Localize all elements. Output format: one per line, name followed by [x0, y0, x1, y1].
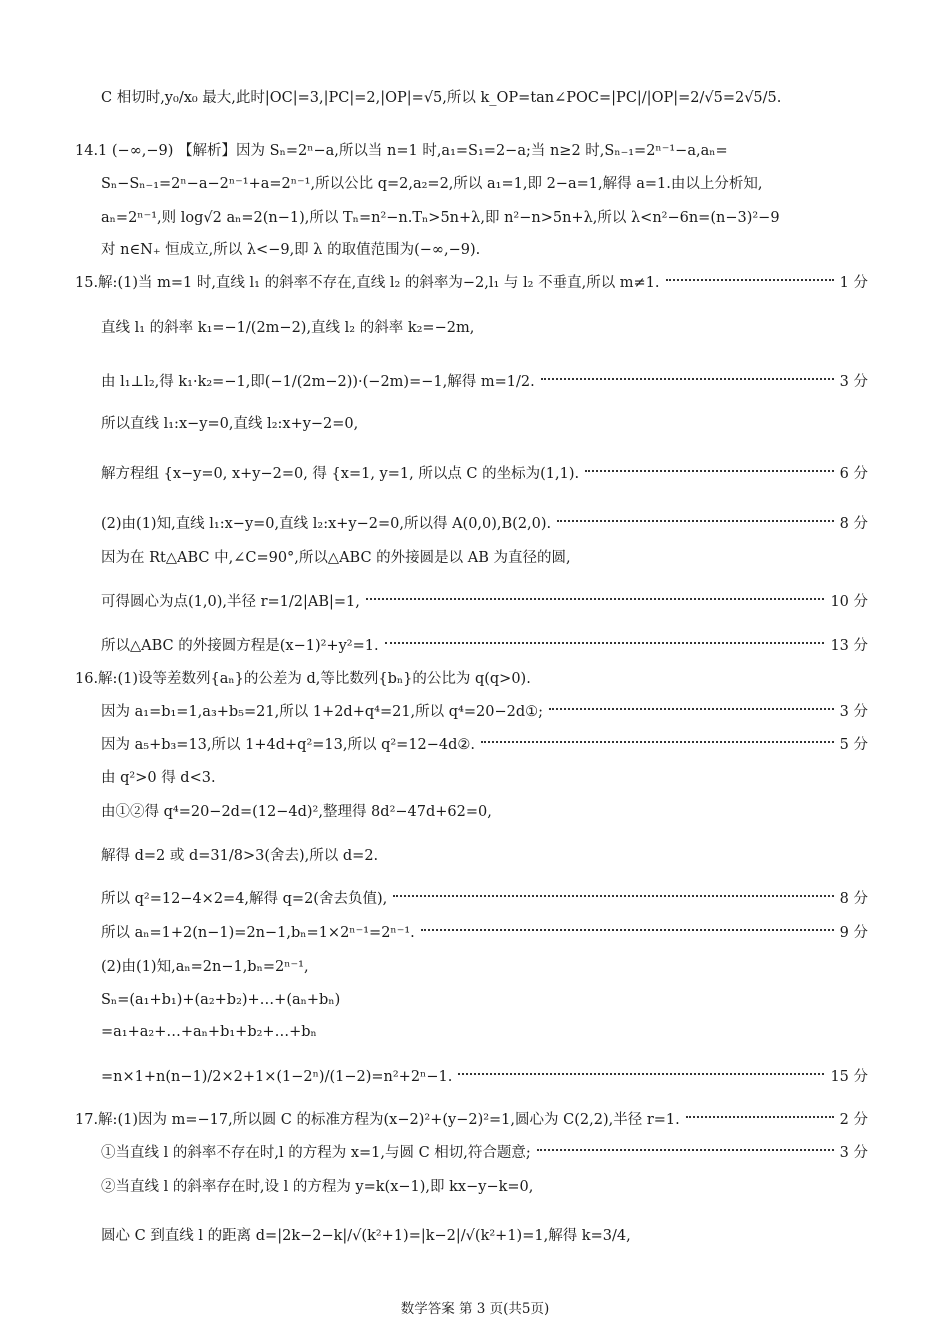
problem-17-line — [75, 1110, 868, 1130]
text-line — [101, 889, 868, 909]
line-text: 解方程组 {x−y=0, x+y−2=0, 得 {x=1, y=1, 所以点 C 的坐标为(1,1). — [101, 466, 580, 482]
score-mark: 10 分 — [830, 594, 868, 610]
score-mark: 3 分 — [839, 1145, 868, 1161]
score-mark: 3 分 — [839, 704, 868, 720]
text-line — [101, 923, 868, 943]
text-line: 由 q²>0 得 d<3. — [101, 770, 216, 786]
dot-leader — [366, 598, 825, 600]
dot-leader — [666, 279, 834, 281]
line-text: 17.解:(1)因为 m=−17,所以圆 C 的标准方程为(x−2)²+(y−2)²=1,圆心为 C(2,2),半径 r=1. — [75, 1112, 680, 1128]
text-line — [101, 735, 868, 755]
dot-leader — [686, 1116, 834, 1118]
text-line — [101, 1143, 868, 1163]
score-mark: 3 分 — [839, 374, 868, 390]
text-line — [101, 1067, 868, 1087]
text-line: 由①②得 q⁴=20−2d=(12−4d)²,整理得 8d²−47d+62=0, — [101, 804, 492, 820]
text-line: =a₁+a₂+…+aₙ+b₁+b₂+…+bₙ — [101, 1024, 317, 1040]
dot-leader — [537, 1149, 834, 1151]
text-line: aₙ=2ⁿ⁻¹,则 log√2 aₙ=2(n−1),所以 Tₙ=n²−n.Tₙ>5n+λ,即 n²−n>5n+λ,所以 λ<n²−6n=(n−3)²−9 — [101, 210, 780, 226]
line-text: 所以△ABC 的外接圆方程是(x−1)²+y²=1. — [101, 638, 379, 654]
score-mark: 13 分 — [830, 638, 868, 654]
score-mark: 1 分 — [839, 275, 868, 291]
dot-leader — [393, 895, 833, 897]
dot-leader — [458, 1073, 824, 1075]
text-line: 解得 d=2 或 d=31/8>3(舍去),所以 d=2. — [101, 848, 379, 864]
text-line — [101, 592, 868, 612]
score-mark: 8 分 — [839, 891, 868, 907]
line-text: =n×1+n(n−1)/2×2+1×(1−2ⁿ)/(1−2)=n²+2ⁿ−1. — [101, 1069, 453, 1085]
problem-15-line — [75, 273, 868, 293]
text-line — [101, 372, 868, 392]
line-text: 所以 q²=12−4×2=4,解得 q=2(舍去负值), — [101, 891, 388, 907]
line-text: 15.解:(1)当 m=1 时,直线 l₁ 的斜率不存在,直线 l₂ 的斜率为−2,l₁ 与 l₂ 不垂直,所以 m≠1. — [75, 275, 660, 291]
text-line: 对 n∈N₊ 恒成立,所以 λ<−9,即 λ 的取值范围为(−∞,−9). — [101, 242, 481, 258]
dot-leader — [549, 708, 834, 710]
score-mark: 6 分 — [839, 466, 868, 482]
line-text: ①当直线 l 的斜率不存在时,l 的方程为 x=1,与圆 C 相切,符合题意; — [101, 1145, 531, 1161]
text-line: Sₙ−Sₙ₋₁=2ⁿ−a−2ⁿ⁻¹+a=2ⁿ⁻¹,所以公比 q=2,a₂=2,所以 a₁=1,即 2−a=1,解得 a=1.由以上分析知, — [101, 176, 763, 192]
text-line: 直线 l₁ 的斜率 k₁=−1/(2m−2),直线 l₂ 的斜率 k₂=−2m, — [101, 320, 475, 336]
line-text: 因为 a₅+b₃=13,所以 1+4d+q²=13,所以 q²=12−4d②. — [101, 737, 476, 753]
text-line: 因为在 Rt△ABC 中,∠C=90°,所以△ABC 的外接圆是以 AB 为直径的圆, — [101, 550, 571, 566]
score-mark: 5 分 — [839, 737, 868, 753]
dot-leader — [541, 378, 834, 380]
dot-leader — [481, 741, 834, 743]
text-line: Sₙ=(a₁+b₁)+(a₂+b₂)+…+(aₙ+bₙ) — [101, 992, 341, 1008]
text-line — [101, 464, 868, 484]
page-footer: 数学答案 第 3 页(共5页) — [400, 1301, 550, 1317]
problem-14-line: 14.1 (−∞,−9) 【解析】因为 Sₙ=2ⁿ−a,所以当 n=1 时,a₁=S₁=2−a;当 n≥2 时,Sₙ₋₁=2ⁿ⁻¹−a,aₙ= — [75, 143, 728, 159]
line-text: 所以 aₙ=1+2(n−1)=2n−1,bₙ=1×2ⁿ⁻¹=2ⁿ⁻¹. — [101, 925, 415, 941]
text-line: 圆心 C 到直线 l 的距离 d=|2k−2−k|/√(k²+1)=|k−2|/√(k²+1)=1,解得 k=3/4, — [101, 1228, 631, 1244]
score-mark: 9 分 — [839, 925, 868, 941]
text-line: 所以直线 l₁:x−y=0,直线 l₂:x+y−2=0, — [101, 416, 359, 432]
score-mark: 15 分 — [830, 1069, 868, 1085]
line-text: 可得圆心为点(1,0),半径 r=1/2|AB|=1, — [101, 594, 360, 610]
dot-leader — [557, 520, 833, 522]
text-line: (2)由(1)知,aₙ=2n−1,bₙ=2ⁿ⁻¹, — [101, 959, 309, 975]
dot-leader — [421, 929, 834, 931]
dot-leader — [585, 470, 834, 472]
score-mark: 8 分 — [839, 516, 868, 532]
text-line — [101, 514, 868, 534]
text-line: C 相切时,y₀/x₀ 最大,此时|OC|=3,|PC|=2,|OP|=√5,所以 k_OP=tan∠POC=|PC|/|OP|=2/√5=2√5/5. — [101, 90, 782, 106]
line-text: (2)由(1)知,直线 l₁:x−y=0,直线 l₂:x+y−2=0,所以得 A(0,0),B(2,0). — [101, 516, 552, 532]
line-text: 由 l₁⊥l₂,得 k₁·k₂=−1,即(−1/(2m−2))·(−2m)=−1,解得 m=1/2. — [101, 374, 535, 390]
problem-16-line: 16.解:(1)设等差数列{aₙ}的公差为 d,等比数列{bₙ}的公比为 q(q>0). — [75, 671, 531, 687]
dot-leader — [385, 642, 825, 644]
text-line: ②当直线 l 的斜率存在时,设 l 的方程为 y=k(x−1),即 kx−y−k=0, — [101, 1179, 534, 1195]
line-text: 因为 a₁=b₁=1,a₃+b₅=21,所以 1+2d+q⁴=21,所以 q⁴=20−2d①; — [101, 704, 543, 720]
score-mark: 2 分 — [839, 1112, 868, 1128]
text-line — [101, 702, 868, 722]
text-line — [101, 636, 868, 656]
